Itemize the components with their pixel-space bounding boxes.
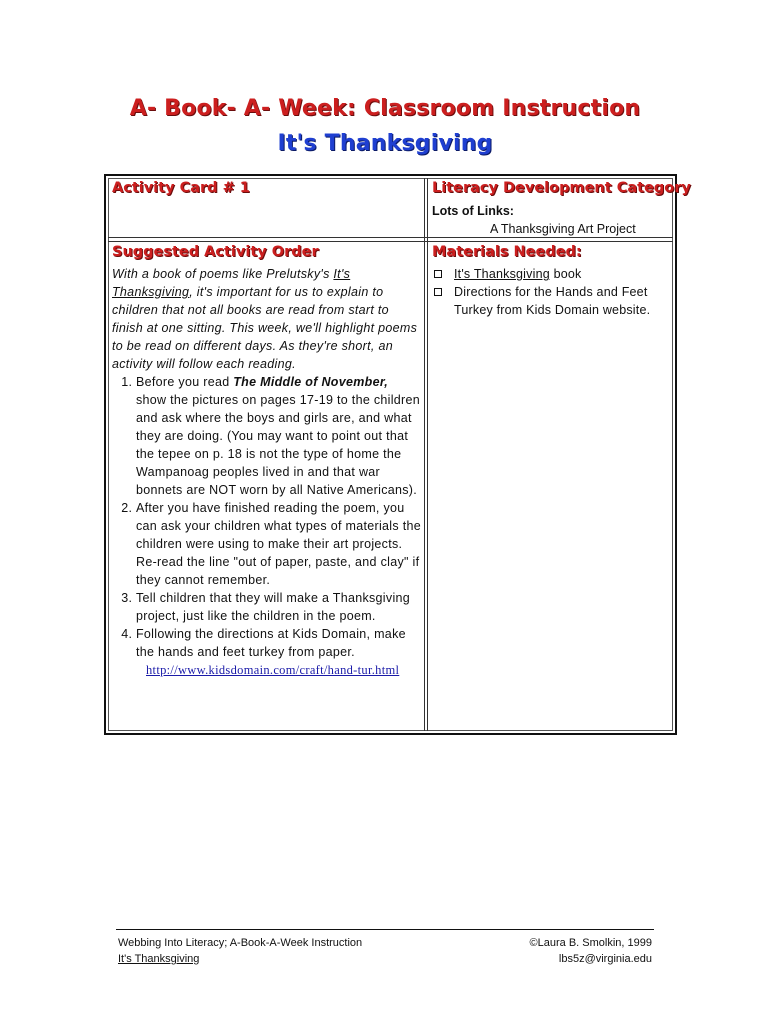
- suggested-order-heading: Suggested Activity Order: [112, 244, 319, 260]
- materials-heading: Materials Needed:: [432, 244, 582, 260]
- intro-book-title: It's Thanksgiving: [112, 267, 351, 299]
- material-book-title: It's Thanksgiving: [454, 267, 550, 281]
- intro-paragraph: [112, 265, 422, 373]
- footer-email: lbs5z@virginia.edu: [558, 953, 652, 965]
- document-subtitle: It's Thanksgiving: [277, 131, 493, 156]
- step1-text-end: show the pictures on pages 17-19 to the children and ask where the boys and girls are, and what they are doing. (You may want to point out that the tepee on p. 18 is not the type of home the Wampanoag peoples lived in and that war bonnets are NOT worn by all Native Americans).: [136, 393, 421, 497]
- step1-text-start: Before you read: [136, 375, 234, 389]
- footer-copyright: ©Laura B. Smolkin, 1999: [529, 937, 652, 949]
- list-item: 2. After you have finished reading the poem, you can ask your children what types of materials the children were using to make their art projects. Re-read the line "out of paper, paste, and clay" if they cannot remember.: [136, 499, 422, 589]
- list-item: 3. Tell children that they will make a Thanksgiving project, just like the children in the poem.: [136, 589, 422, 625]
- intro-text-start: With a book of poems like Prelutsky's: [112, 267, 334, 281]
- list-item: 4. Following the directions at Kids Domain, make the hands and feet turkey from paper.: [136, 625, 422, 661]
- literacy-category-heading: Literacy Development Category: [432, 180, 691, 196]
- table-column-divider: [424, 178, 428, 731]
- footer-series-title: Webbing Into Literacy; A-Book-A-Week Instruction: [118, 937, 363, 949]
- document-title: A- Book- A- Week: Classroom Instruction: [129, 96, 641, 121]
- material-book-suffix: book: [549, 267, 582, 281]
- project-name: A Thanksgiving Art Project: [490, 222, 636, 236]
- footer-left: [118, 935, 362, 967]
- footer-book-title: It's Thanksgiving: [118, 953, 200, 965]
- steps-list: [112, 373, 422, 661]
- footer-divider: [116, 929, 654, 930]
- step1-poem-title: The Middle of November,: [233, 375, 389, 389]
- checkbox-bullet-icon: [434, 288, 442, 296]
- footer-right: [530, 935, 652, 967]
- materials-list: [432, 265, 668, 319]
- checkbox-bullet-icon: [434, 270, 442, 278]
- intro-text-end: , it's important for us to explain to children that not all books are read from start to finish at one sitting. This week, we'll highlight poems to be read on different days. As they're short, an activity will follow each reading.: [112, 285, 418, 371]
- list-item: [432, 265, 668, 283]
- lots-of-links-label: Lots of Links:: [432, 204, 514, 218]
- list-item: [136, 373, 422, 499]
- activity-card-heading: Activity Card # 1: [112, 180, 250, 196]
- activity-instructions: [112, 265, 422, 679]
- list-item: [432, 283, 668, 319]
- kidsdomain-link[interactable]: http://www.kidsdomain.com/craft/hand-tur.html: [146, 663, 400, 677]
- material-directions: Directions for the Hands and Feet Turkey from Kids Domain website.: [454, 285, 651, 317]
